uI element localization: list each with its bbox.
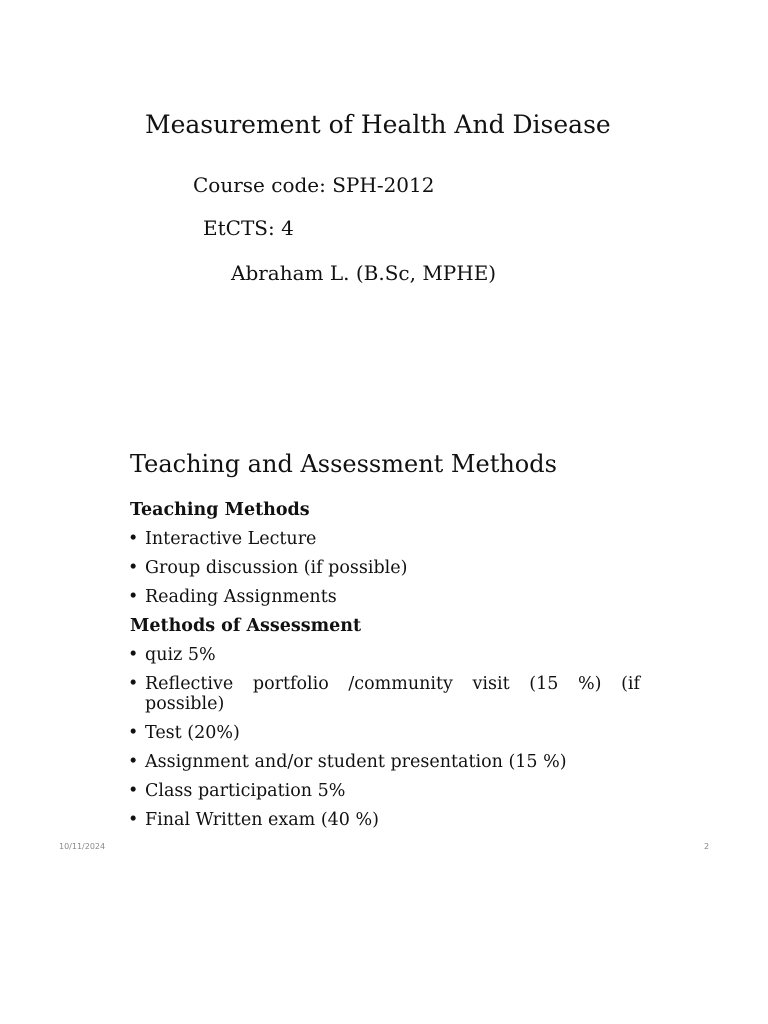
list-item <box>130 810 640 830</box>
list-item <box>130 674 640 714</box>
bullet-icon: • <box>128 558 139 578</box>
list-item <box>130 781 640 801</box>
list-item-text: Assignment and/or student presentation (15 %) <box>145 752 567 772</box>
bullet-icon: • <box>128 810 139 830</box>
bullet-icon: • <box>128 723 139 743</box>
author-name: Abraham L. (B.Sc, MPHE) <box>231 261 497 285</box>
title-slide <box>0 0 768 400</box>
list-item <box>130 587 640 607</box>
bullet-icon: • <box>128 645 139 665</box>
bullet-icon: • <box>128 674 139 694</box>
assessment-methods-list <box>130 645 640 830</box>
list-item-text: Group discussion (if possible) <box>145 558 408 578</box>
list-item-text: Reading Assignments <box>145 587 337 607</box>
page-title: Measurement of Health And Disease <box>145 110 611 139</box>
content-slide <box>0 430 768 860</box>
list-item-text: Final Written exam (40 %) <box>145 810 379 830</box>
page-number: 2 <box>704 842 710 851</box>
slide-heading: Teaching and Assessment Methods <box>130 450 557 478</box>
list-item-text: Interactive Lecture <box>145 529 317 549</box>
course-code: Course code: SPH-2012 <box>193 173 435 197</box>
list-item <box>130 752 640 772</box>
list-item <box>130 529 640 549</box>
list-item-text: quiz 5% <box>145 645 216 665</box>
assessment-methods-heading: Methods of Assessment <box>130 616 362 636</box>
list-item-text: Reflective portfolio /community visit (15 %) (if possible) <box>145 674 640 714</box>
bullet-icon: • <box>128 587 139 607</box>
list-item <box>130 558 640 578</box>
list-item-text: Class participation 5% <box>145 781 346 801</box>
list-item-text: Test (20%) <box>145 723 240 743</box>
bullet-icon: • <box>128 781 139 801</box>
teaching-methods-list <box>130 529 640 607</box>
teaching-methods-heading: Teaching Methods <box>130 500 310 520</box>
bullet-icon: • <box>128 529 139 549</box>
slide-body <box>130 500 640 839</box>
list-item <box>130 645 640 665</box>
bullet-icon: • <box>128 752 139 772</box>
footer-date: 10/11/2024 <box>59 842 106 851</box>
ects-credits: EtCTS: 4 <box>203 216 294 240</box>
list-item <box>130 723 640 743</box>
